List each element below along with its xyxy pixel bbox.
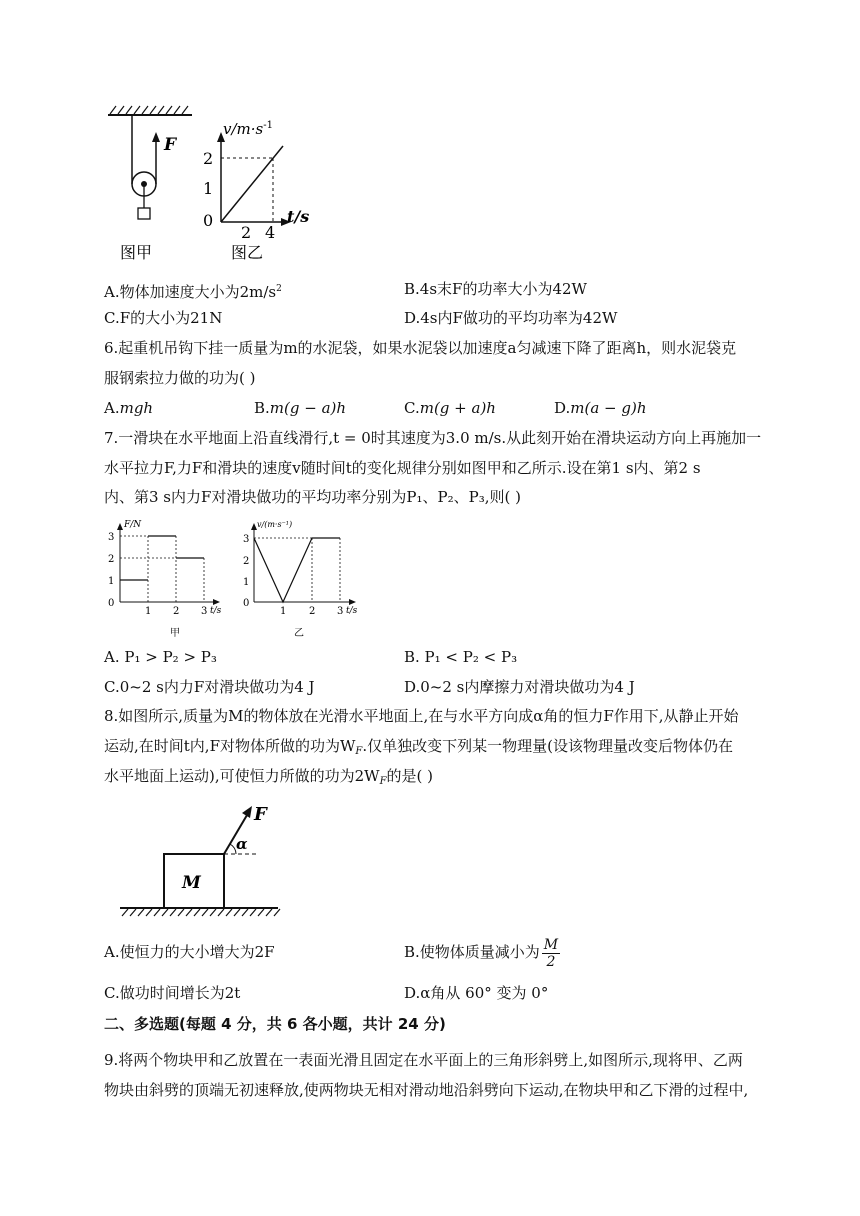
q9-stem-line2: 物块由斜劈的顶端无初速释放,使两物块无相对滑动地沿斜劈向下运动,在物块甲和乙下滑的过程中, bbox=[104, 1081, 749, 1099]
q8-stem-line1: 8.如图所示,质量为M的物体放在光滑水平地面上,在与水平方向成α角的恒力F作用下,从静止开始 bbox=[104, 707, 739, 725]
pulley-force-label: F bbox=[164, 135, 177, 155]
q7-velocity-graph bbox=[240, 518, 370, 640]
f-x-tick-2: 2 bbox=[173, 606, 180, 617]
x-tick-4: 4 bbox=[265, 223, 276, 242]
y-tick-1: 1 bbox=[203, 179, 214, 198]
vt-caption: 图乙 bbox=[231, 243, 264, 262]
v-graph-caption: 乙 bbox=[294, 628, 304, 639]
v-y-tick-1: 1 bbox=[243, 577, 250, 588]
q7-option-b[interactable]: B. P₁ < P₂ < P₃ bbox=[404, 648, 518, 666]
q7-stem-line3: 内、第3 s内力F对滑块做功的平均功率分别为P₁、P₂、P₃,则( ) bbox=[104, 488, 521, 506]
q7-option-d[interactable]: D.0~2 s内摩擦力对滑块做功为4 J bbox=[404, 678, 635, 696]
mass-label: M bbox=[182, 873, 201, 893]
v-x-tick-2: 2 bbox=[309, 606, 316, 617]
velocity-time-graph bbox=[195, 110, 325, 265]
force-time-graph bbox=[104, 518, 234, 640]
block-force-figure bbox=[118, 796, 283, 922]
f-t-axis-label: t/s bbox=[210, 606, 222, 616]
q8-stem-line2: 运动,在时间t内,F对物体所做的功为$W_F$.仅单独改变下列某一物理量(设该物理量改变后物体仍在 bbox=[104, 737, 733, 757]
v-y-tick-3: 3 bbox=[243, 534, 250, 545]
q9-stem-line1: 9.将两个物块甲和乙放置在一表面光滑且固定在水平面上的三角形斜劈上,如图所示,现将甲、乙两 bbox=[104, 1051, 743, 1069]
q6-stem-line2: 服钢索拉力做的功为( ) bbox=[104, 369, 256, 387]
f-y-tick-1: 1 bbox=[108, 576, 115, 587]
mass-fraction: $\frac{M}{2}$ bbox=[543, 936, 559, 970]
v-axis-label: $v/m\cdot s^{-1}$ bbox=[223, 120, 273, 138]
section-heading-multiple-choice: 二、多选题(每题 4 分，共 6 各小题，共计 24 分) bbox=[104, 1015, 446, 1033]
f-y-tick-2: 2 bbox=[108, 554, 115, 565]
q7-stem-line1: 7.一滑块在水平地面上沿直线滑行,t = 0时其速度为3.0 m/s.从此刻开始在滑块运动方向上再施加一 bbox=[104, 429, 762, 447]
q5-option-b[interactable]: B.4s末F的功率大小为42W bbox=[404, 280, 587, 298]
alpha-label: α bbox=[236, 835, 248, 853]
v-t-axis-label: t/s bbox=[346, 606, 358, 616]
x-tick-2: 2 bbox=[241, 223, 252, 242]
f-axis-label: F/N bbox=[124, 520, 142, 530]
q7-stem-line2: 水平拉力F,力F和滑块的速度v随时间t的变化规律分别如图甲和乙所示.设在第1 s内、第2 s bbox=[104, 459, 701, 477]
q8-option-a[interactable]: A.使恒力的大小增大为2F bbox=[104, 943, 275, 961]
y-tick-2: 2 bbox=[203, 149, 214, 168]
q6-option-c[interactable]: C.m(g + a)h bbox=[404, 399, 496, 417]
q8-stem-line3: 水平地面上运动),可使恒力所做的功为$2W_F$的是( ) bbox=[104, 767, 434, 787]
q6-option-b[interactable]: B.m(g − a)h bbox=[254, 399, 347, 417]
t-axis-label: t/s bbox=[287, 207, 310, 226]
q5-option-c[interactable]: C.F的大小为21N bbox=[104, 309, 223, 327]
q8-option-c[interactable]: C.做功时间增长为2t bbox=[104, 984, 241, 1002]
f-x-tick-3: 3 bbox=[201, 606, 208, 617]
q8-option-d[interactable]: D.α角从 60° 变为 0° bbox=[404, 984, 549, 1002]
block-force-label: F bbox=[254, 804, 267, 825]
y-tick-0: 0 bbox=[203, 211, 214, 230]
pulley-caption: 图甲 bbox=[120, 243, 153, 262]
v-axis-label-q7: v/(m·s⁻¹) bbox=[257, 520, 293, 529]
f-y-tick-0: 0 bbox=[108, 598, 115, 609]
v-x-tick-1: 1 bbox=[280, 606, 287, 617]
q6-option-a[interactable]: A.mgh bbox=[104, 399, 154, 417]
pulley-figure bbox=[100, 100, 200, 265]
q8-option-b[interactable]: B.使物体质量减小为 $\frac{M}{2}$ bbox=[404, 936, 559, 970]
v-y-tick-2: 2 bbox=[243, 556, 250, 567]
v-y-tick-0: 0 bbox=[243, 598, 250, 609]
q5-option-a[interactable]: A.物体加速度大小为$2m/s^2$ bbox=[104, 283, 282, 301]
v-x-tick-3: 3 bbox=[337, 606, 344, 617]
q6-option-d[interactable]: D.m(a − g)h bbox=[554, 399, 647, 417]
f-graph-caption: 甲 bbox=[170, 628, 180, 639]
q7-option-c[interactable]: C.0~2 s内力F对滑块做功为4 J bbox=[104, 678, 315, 696]
q7-option-a[interactable]: A. P₁ > P₂ > P₃ bbox=[104, 648, 217, 666]
f-y-tick-3: 3 bbox=[108, 532, 115, 543]
f-x-tick-1: 1 bbox=[145, 606, 152, 617]
q6-stem-line1: 6.起重机吊钩下挂一质量为m的水泥袋，如果水泥袋以加速度a匀减速下降了距离h，则水泥袋克 bbox=[104, 339, 737, 357]
q5-option-d[interactable]: D.4s内F做功的平均功率为42W bbox=[404, 309, 618, 327]
